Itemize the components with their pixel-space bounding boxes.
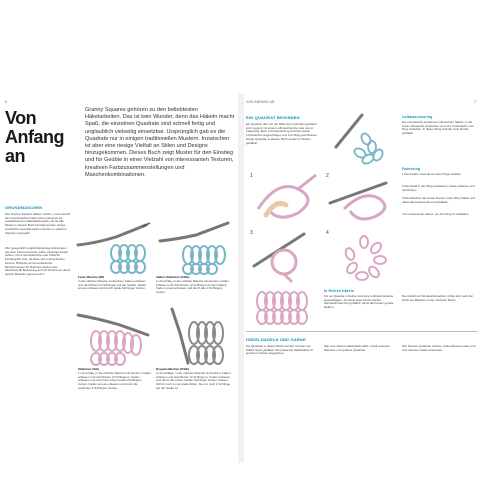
caption-title: halbes Stäbchen (hStb) <box>156 275 190 279</box>
chain-ring-illustration <box>332 107 402 167</box>
right-page <box>244 93 481 463</box>
caption <box>156 368 232 391</box>
subsection-text: Die erforderliche Anzahl an Luftmaschen häkeln. In die erste Luftmasche einstechen und mit 1 Kettmasche zum Ring schließen. In diesen Ring wird die erste Runde gehäkelt. <box>402 120 474 136</box>
section-heading: HÄKELNADELN UND GARNE <box>246 337 306 342</box>
section-heading: GRUNDMASCHEN <box>5 205 43 210</box>
svg-text:3: 3 <box>250 230 253 236</box>
rows-illustration <box>248 287 320 327</box>
page-title: Von Anfang an <box>5 108 64 166</box>
magic-ring-step-4 <box>324 226 399 282</box>
caption-title: Feste Masche (fM) <box>78 275 105 279</box>
caption-text: 1 Umschlag, in die nächste Masche einstechen, Faden erfassen und durchholen (3 Schlingen). Faden erfassen und durch die ersten beiden Schlingen ziehen. Faden erneut erfassen und durch die restlichen 2 Schlingen ziehen. <box>78 370 151 390</box>
treble-crochet-illustration <box>158 303 236 367</box>
subsection-text: Die Anzahl der Wendeluftmaschen richtet sich nach der Höhe der Maschen in der nächsten Reihe. <box>402 294 473 302</box>
running-head: VON ANFANG AN <box>246 100 275 104</box>
svg-text:4: 4 <box>326 230 329 236</box>
section-heading: EIN QUADRAT BEGINNEN <box>246 115 300 120</box>
magic-ring-step-2 <box>324 169 399 223</box>
caption-text: 1 Umschlag, in die nächste Masche einstechen, Faden erfassen und durchholen (3 Schlingen auf der Nadel). Faden erneut erfassen und durch alle 3 Schlingen ziehen. <box>156 278 229 295</box>
step: 4 Am Fadenende ziehen, um den Ring zu schließen. <box>402 212 470 216</box>
single-crochet-illustration <box>76 215 156 275</box>
step: 3 Die Maschen der ersten Runde in den Ring häkeln und dabei das Fadenende mit einhäkeln. <box>402 196 475 204</box>
section-text: Wer gelegentlich englischsprachige Anleitungen aus dem Internet benutzt, sollte unbedingt darauf achten, ob es amerikanische oder britische Fachbegriffe sind, da diese sich unterscheiden können. Britische und amerikanische Bezeichnungen für Maschen weisen eine abweichende Bedeutung auf und bestimmen damit, welche Maschen gemeint sind. <box>5 246 71 276</box>
step: 2 Die Nadel in den Ring einstechen, Faden erfassen und durchholen. <box>402 184 475 192</box>
magic-ring-step-1 <box>248 169 320 223</box>
page-number: 6 <box>5 100 7 104</box>
half-double-crochet-illustration <box>158 215 236 275</box>
section-text: Wer kleinere Quadrate möchte, sollte dünneres Garn und eine dünnere Nadel verwenden. <box>402 344 476 352</box>
subheading: Fadenring <box>402 167 421 171</box>
left-page <box>0 93 238 463</box>
caption-text: In die nächste Masche einstechen, Faden erfassen und durchholen (2 Schlingen auf der Nadel). Faden erneut erfassen und durch beide Schlingen ziehen. <box>78 278 147 291</box>
caption-text: 2 Umschläge, in die nächste Masche einstechen, Faden erfassen und durchholen (4 Schlingen). Faden erfassen und durch die ersten beiden Schlingen ziehen. Diesen Schritt noch 2-mal wiederholen, bis nur noch 1 Schlinge auf der Nadel ist. <box>156 370 231 390</box>
caption <box>156 276 232 295</box>
magic-ring-step-3 <box>248 226 320 282</box>
double-crochet-illustration <box>76 305 156 367</box>
subsection-text: Für ein Quadrat in Reihen wird eine Luftmaschenkette angeschlagen. Am Ende jeder Reihe werden Wendeluftmaschen gehäkelt, damit die Kanten gerade bleiben. <box>324 294 394 310</box>
subheading: In Reihen häkeln <box>324 289 355 293</box>
section-text: Wer Granny Squares häkeln möchte, muss sowohl die Grundmaschen beherrschen als auch die standardisierten Häkelfachbegriffe, die für alle Muster in diesem Buch benötigt werden. Einige zusätzliche Spezialmaschen werden in späteren Kapiteln vorgestellt. <box>5 212 71 235</box>
section-text: Die Quadrate in diesem Buch wurden mit Garn der Stärke Sport gehäkelt. Die passende Nadelstärke ist jeweils im Muster angegeben. <box>246 344 314 356</box>
step: 1 Den Faden zweimal um zwei Finger wickeln. <box>402 172 462 176</box>
section-text: Ein Quadrat, das von der Mitte aus in Runden gehäkelt wird, beginnt mit einem Luftmaschenring oder einem Fadenring. Beim Luftmaschenring wird eine Reihe Luftmaschen angeschlagen und zum Ring geschlossen. Einige Quadrate in diesem Buch werden in Reihen gehäkelt. <box>246 122 318 145</box>
caption <box>78 276 151 291</box>
caption <box>78 368 151 391</box>
svg-text:1: 1 <box>250 173 253 179</box>
intro-text: Granny Squares gehören zu den beliebtesten Häkelarbeiten. Das ist kein Wunder, denn das Häkeln macht Spaß, die einzelnen Quadrate sind schnell fertig und unglaublich vielseitig einsetzbar. Ursprünglich gab es die Quadrate nur in einigen traditionellen Mustern. Inzwischen ist aber eine riesige Vielfalt an Stilen und Designs hinzugekommen. Dieses Buch zeigt Muster für den Einstieg und für Geübte in einer Vielzahl von interessanten Texturen, kreativen Farbzusammenstellungen und Maschenkombinationen. <box>85 107 235 178</box>
section-text: Wer eine dickere Häkelnadel wählt, erhält lockerere Maschen und größere Quadrate. <box>324 344 390 352</box>
subheading: Luftmaschenring <box>402 115 433 119</box>
caption-title: Stäbchen (Stb) <box>78 367 100 371</box>
caption-title: Doppelstäbchen (DStb) <box>156 367 190 371</box>
svg-text:2: 2 <box>326 173 329 179</box>
divider <box>246 331 478 332</box>
page-number: 7 <box>474 100 476 104</box>
